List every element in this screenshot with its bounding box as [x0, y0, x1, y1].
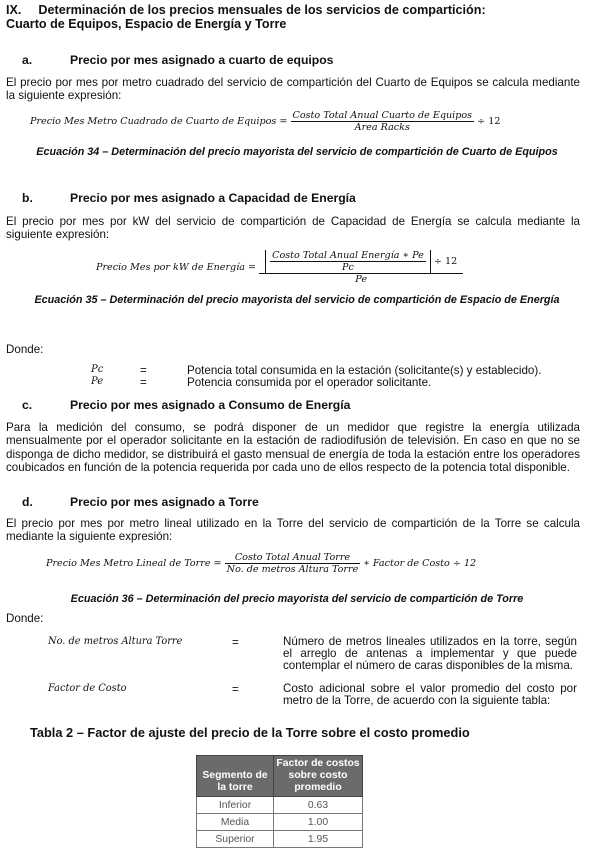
equation-35-caption: Ecuación 35 – Determinación del precio mayorista del servicio de compartición de Espacio de Energía	[34, 294, 560, 306]
equation-35	[96, 250, 463, 285]
section-number: IX.	[6, 3, 22, 17]
table-cell-factor: 1.00	[274, 814, 363, 831]
subsection-d-paragraph: El precio por mes por metro lineal utilizado en la Torre del servicio de compartición de la Torre se calcula mediante la siguiente expresión:	[6, 517, 580, 544]
table-cell-segmento: Media	[197, 814, 274, 831]
equation-36-fraction	[225, 552, 361, 575]
def-metros-equals: =	[232, 636, 239, 649]
equation-35-lhs: Precio Mes por kW de Energía =	[96, 262, 257, 273]
equation-36-lhs: Precio Mes Metro Lineal de Torre =	[46, 558, 222, 569]
equation-35-inner-fraction	[270, 250, 426, 273]
table-header-row	[197, 756, 363, 797]
subsection-b-heading: Precio por mes asignado a Capacidad de Energía	[70, 191, 356, 205]
subsection-c-letter: c.	[22, 398, 33, 412]
equation-35-inner-numerator: Costo Total Anual Energía ∗ Pe	[272, 250, 424, 261]
table-header-segmento: Segmento de la torre	[197, 756, 274, 797]
def-factor-symbol: Factor de Costo	[48, 683, 127, 694]
def-factor-text: Costo adicional sobre el valor promedio del costo por metro de la Torre, de acuerdo con la siguiente tabla:	[283, 682, 577, 708]
table-2-wrapper	[196, 755, 363, 848]
table-cell-factor: 1.95	[274, 831, 363, 848]
equation-34-tail: ÷ 12	[477, 116, 501, 127]
def-pc-text: Potencia total consumida en la estación (solicitante(s) y establecido).	[187, 364, 542, 377]
table-cell-factor: 0.63	[274, 797, 363, 814]
equation-34-denominator: Area Racks	[354, 122, 410, 133]
def-metros-text: Número de metros lineales utilizados en la torre, según el arreglo de antenas a implementar y que puede contemplar el número de caras disponibles de la misma.	[283, 635, 577, 673]
def-pe-symbol: Pe	[91, 376, 104, 387]
equation-36-tail: ∗ Factor de Costo ÷ 12	[363, 558, 477, 569]
equation-35-inner-tail: ÷ 12	[433, 256, 458, 267]
equation-36-denominator: No. de metros Altura Torre	[226, 564, 359, 575]
table-header-factor: Factor de costos sobre costo promedio	[274, 756, 363, 797]
subsection-b-paragraph: El precio por mes por kW del servicio de compartición de Capacidad de Energía se calcula mediante la siguiente expresión:	[6, 215, 580, 242]
subsection-c-paragraph: Para la medición del consumo, se podrá disponer de un medidor que registre la energía utilizada mensualmente por el operador solicitante en la estación de radiodifusión de televisión. En caso en que no se disponga de dicho medidor, se distribuirá el gasto mensual de energía de toda la estación entre los operadores coubicados en función de la potencia requerida por cada uno de ellos respecto de la potencia total disponible.	[6, 421, 580, 475]
table-title: Tabla 2 – Factor de ajuste del precio de la Torre sobre el costo promedio	[30, 725, 470, 740]
table-cell-segmento: Inferior	[197, 797, 274, 814]
donde-label-b: Donde:	[6, 343, 44, 356]
equation-36-numerator: Costo Total Anual Torre	[225, 552, 361, 564]
equation-35-inner-denominator: Pc	[342, 262, 354, 273]
def-factor-equals: =	[232, 683, 239, 696]
def-pc-equals: =	[140, 364, 147, 377]
section-title-line2: Cuarto de Equipos, Espacio de Energía y Torre	[6, 17, 287, 31]
subsection-a-heading: Precio por mes asignado a cuarto de equipos	[70, 53, 334, 67]
def-pc-symbol: Pc	[91, 364, 104, 375]
def-pe-equals: =	[140, 376, 147, 389]
def-metros-symbol: No. de metros Altura Torre	[48, 636, 183, 647]
subsection-d-letter: d.	[22, 495, 33, 509]
section-heading	[6, 3, 584, 31]
table-cell-segmento: Superior	[197, 831, 274, 848]
equation-34-caption: Ecuación 34 – Determinación del precio mayorista del servicio de compartición de Cuarto de Equipos	[36, 146, 558, 158]
equation-35-outer-denominator: Pe	[355, 274, 367, 285]
equation-34-fraction	[291, 110, 475, 133]
table-row	[197, 831, 363, 848]
table-2	[196, 755, 363, 848]
equation-35-bracket	[265, 250, 431, 273]
subsection-a-letter: a.	[22, 53, 33, 67]
table-row	[197, 797, 363, 814]
donde-label-d: Donde:	[6, 612, 44, 625]
subsection-c-heading: Precio por mes asignado a Consumo de Energía	[70, 398, 351, 412]
section-title-line1: Determinación de los precios mensuales de los servicios de compartición:	[38, 3, 486, 17]
subsection-d-heading: Precio por mes asignado a Torre	[70, 495, 259, 509]
subsection-a-paragraph: El precio por mes por metro cuadrado del servicio de compartición del Cuarto de Equipos se calcula mediante la siguiente expresión:	[6, 76, 580, 103]
def-pe-text: Potencia consumida por el operador solicitante.	[187, 376, 432, 389]
equation-34-numerator: Costo Total Anual Cuarto de Equipos	[292, 110, 473, 121]
equation-36-caption: Ecuación 36 – Determinación del precio mayorista del servicio de compartición de Torre	[70, 593, 524, 605]
equation-35-outer-numerator	[259, 250, 463, 274]
table-row	[197, 814, 363, 831]
equation-34	[30, 110, 500, 133]
subsection-b-letter: b.	[22, 191, 33, 205]
equation-36	[46, 552, 476, 575]
equation-35-outer-fraction	[259, 250, 463, 285]
equation-34-lhs: Precio Mes Metro Cuadrado de Cuarto de Equipos =	[30, 116, 288, 127]
